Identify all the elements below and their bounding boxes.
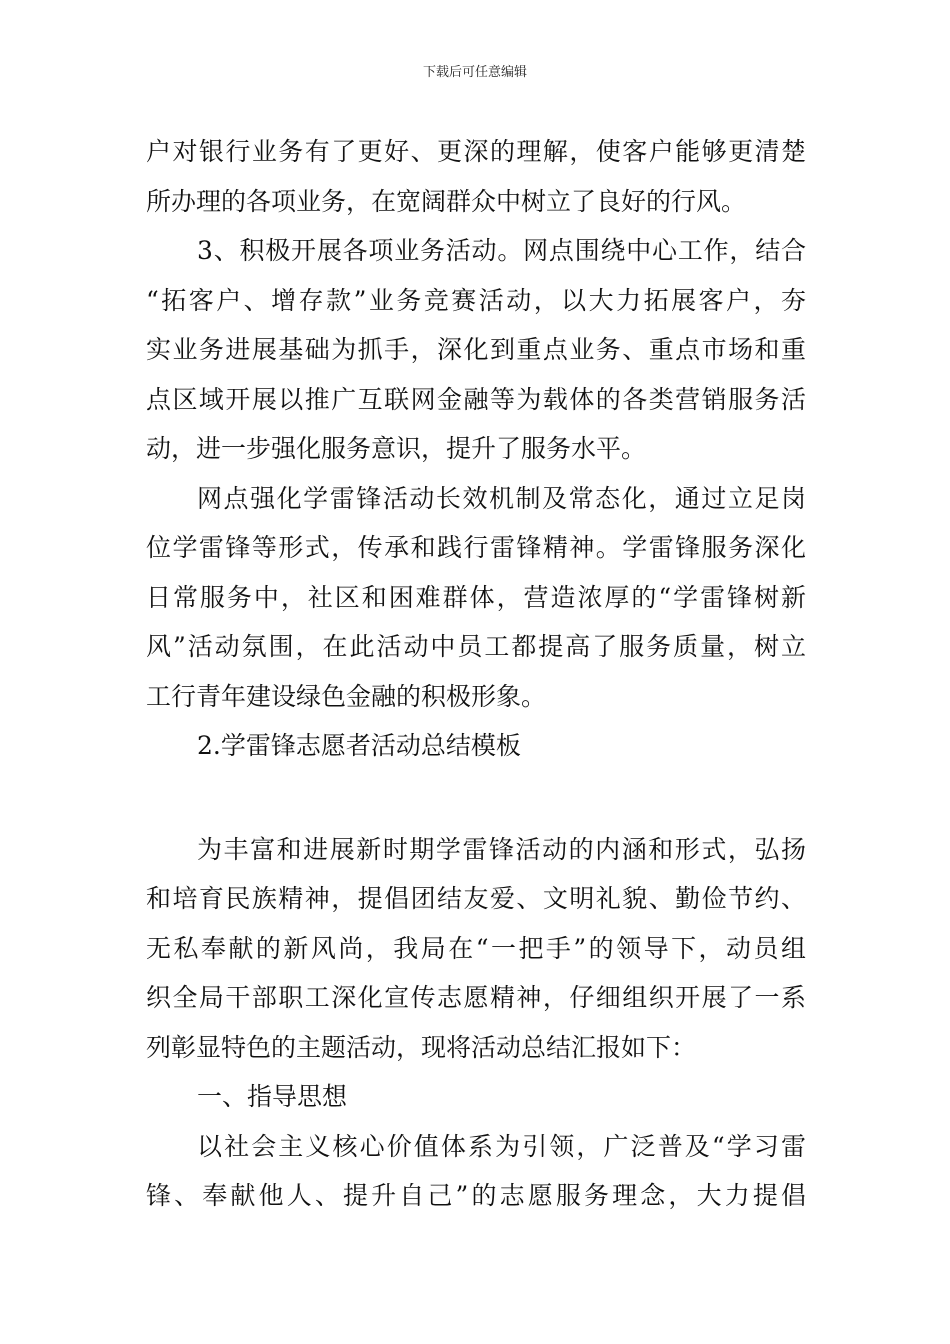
text-line: 位学雷锋等形式，传承和践行雷锋精神。学雷锋服务深化 <box>146 533 806 562</box>
text-line: 点区域开展以推广互联网金融等为载体的各类营销服务活 <box>146 384 806 414</box>
text-line: 和培育民族精神，提倡团结友爱、文明礼貌、勤俭节约、 <box>146 884 806 913</box>
blank-spacer <box>146 771 806 825</box>
paragraph-start-line: 为丰富和进展新时期学雷锋活动的内涵和形式，弘扬 <box>197 834 806 864</box>
text-line: 无私奉献的新风尚，我局在“一把手”的领导下，动员组 <box>146 933 806 963</box>
text-line: 工行青年建设绿色金融的积极形象。 <box>146 681 547 711</box>
text-line: “拓客户、增存款”业务竞赛活动，以大力拓展客户，夯 <box>146 285 806 315</box>
text-line: 动，进一步强化服务意识，提升了服务水平。 <box>146 434 647 463</box>
text-line: 风”活动氛围，在此活动中员工都提高了服务质量，树立 <box>146 632 806 661</box>
paragraph-start-line: 网点强化学雷锋活动长效机制及常态化，通过立足岗 <box>197 483 806 513</box>
section-heading: 2.学雷锋志愿者活动总结模板 <box>197 731 521 760</box>
paragraph-start-line: 3、积极开展各项业务活动。网点围绕中心工作，结合 <box>197 236 806 265</box>
text-line: 锋、奉献他人、提升自己”的志愿服务理念，大力提倡 <box>146 1181 806 1210</box>
text-line: 所办理的各项业务，在宽阔群众中树立了良好的行风。 <box>146 186 747 216</box>
document-body <box>146 127 806 1221</box>
text-line: 日常服务中，社区和困难群体，营造浓厚的“学雷锋树新 <box>146 582 806 612</box>
section-heading: 一、指导思想 <box>197 1082 348 1111</box>
paragraph-start-line: 以社会主义核心价值体系为引领，广泛普及“学习雷 <box>197 1131 806 1161</box>
text-line: 列彰显特色的主题活动，现将活动总结汇报如下： <box>146 1032 697 1062</box>
text-line: 织全局干部职工深化宣传志愿精神，仔细组织开展了一系 <box>146 983 806 1012</box>
text-line: 户对银行业务有了更好、更深的理解，使客户能够更清楚 <box>146 137 806 166</box>
text-line: 实业务进展基础为抓手，深化到重点业务、重点市场和重 <box>146 335 806 364</box>
page-header-note: 下载后可任意编辑 <box>422 65 527 80</box>
